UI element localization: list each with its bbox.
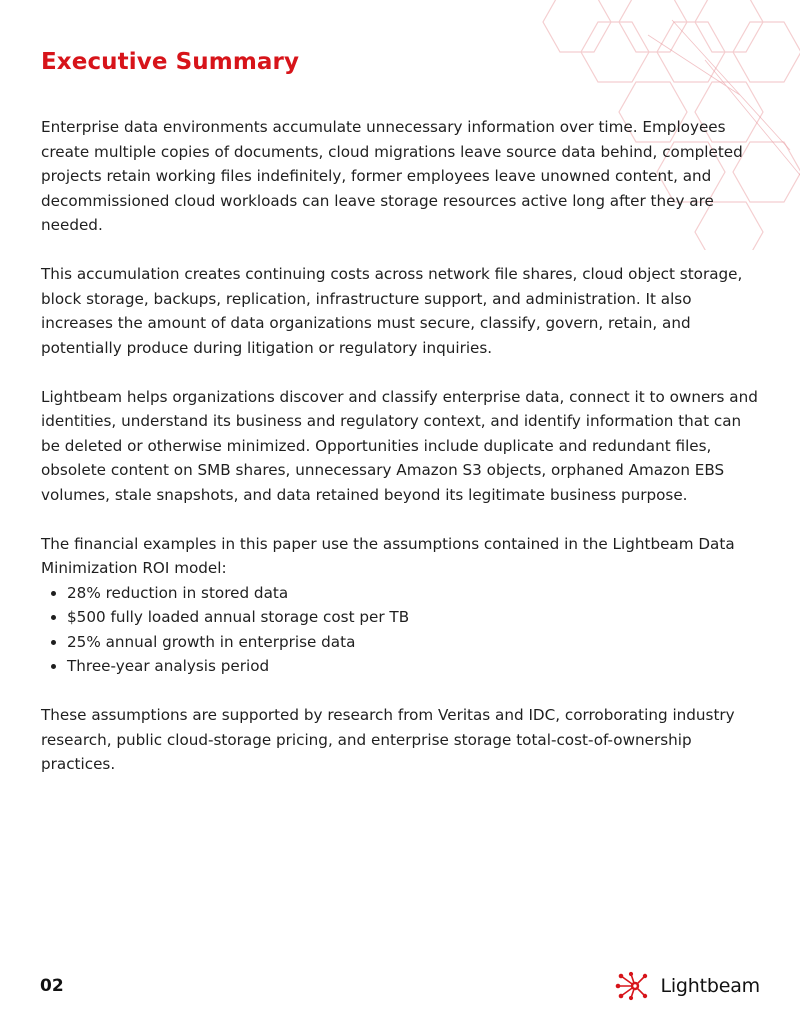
assumption-item: • 25% annual growth in enterprise data bbox=[67, 630, 761, 655]
summary-paragraph-1: Enterprise data environments accumulate unnecessary information over time. Employees create multiple copies of documents, cloud migrations leave source data behind, completed projects retain working files indefinitely, former employees leave unowned content, and decommissioned cloud workloads can leave storage resources active long after they are needed. bbox=[41, 118, 743, 234]
executive-summary-content bbox=[41, 115, 761, 801]
assumption-item: • Three-year analysis period bbox=[67, 654, 761, 679]
summary-paragraph-2: This accumulation creates continuing costs across network file shares, cloud object storage, block storage, backups, replication, infrastructure support, and administration. It also increases the amount of data organizations must secure, classify, govern, retain, and potentially produce during litigation or regulatory inquiries. bbox=[41, 265, 743, 357]
brand-logo bbox=[614, 971, 760, 1001]
summary-paragraph-4: The financial examples in this paper use the assumptions contained in the Lightbeam Data Minimization ROI model: bbox=[41, 534, 735, 577]
closing-paragraph: These assumptions are supported by research from Veritas and IDC, corroborating industry research, public cloud-storage pricing, and enterprise storage total-cost-of-ownership practices. bbox=[41, 706, 735, 773]
assumptions-list bbox=[41, 581, 761, 679]
assumption-item: • $500 fully loaded annual storage cost per TB bbox=[67, 605, 761, 630]
lightbeam-logo-icon bbox=[614, 971, 656, 1001]
page-title: Executive Summary bbox=[41, 49, 300, 75]
summary-paragraph-3: Lightbeam helps organizations discover and classify enterprise data, connect it to owners and identities, understand its business and regulatory context, and identify information that can be deleted or otherwise minimized. Opportunities include duplicate and redundant files, obsolete content on SMB shares, unnecessary Amazon S3 objects, orphaned Amazon EBS volumes, stale snapshots, and data retained beyond its legitimate business purpose. bbox=[41, 387, 758, 504]
page-number: 02 bbox=[40, 976, 64, 996]
assumption-item: • 28% reduction in stored data bbox=[67, 581, 761, 606]
brand-name: Lightbeam bbox=[660, 975, 760, 997]
